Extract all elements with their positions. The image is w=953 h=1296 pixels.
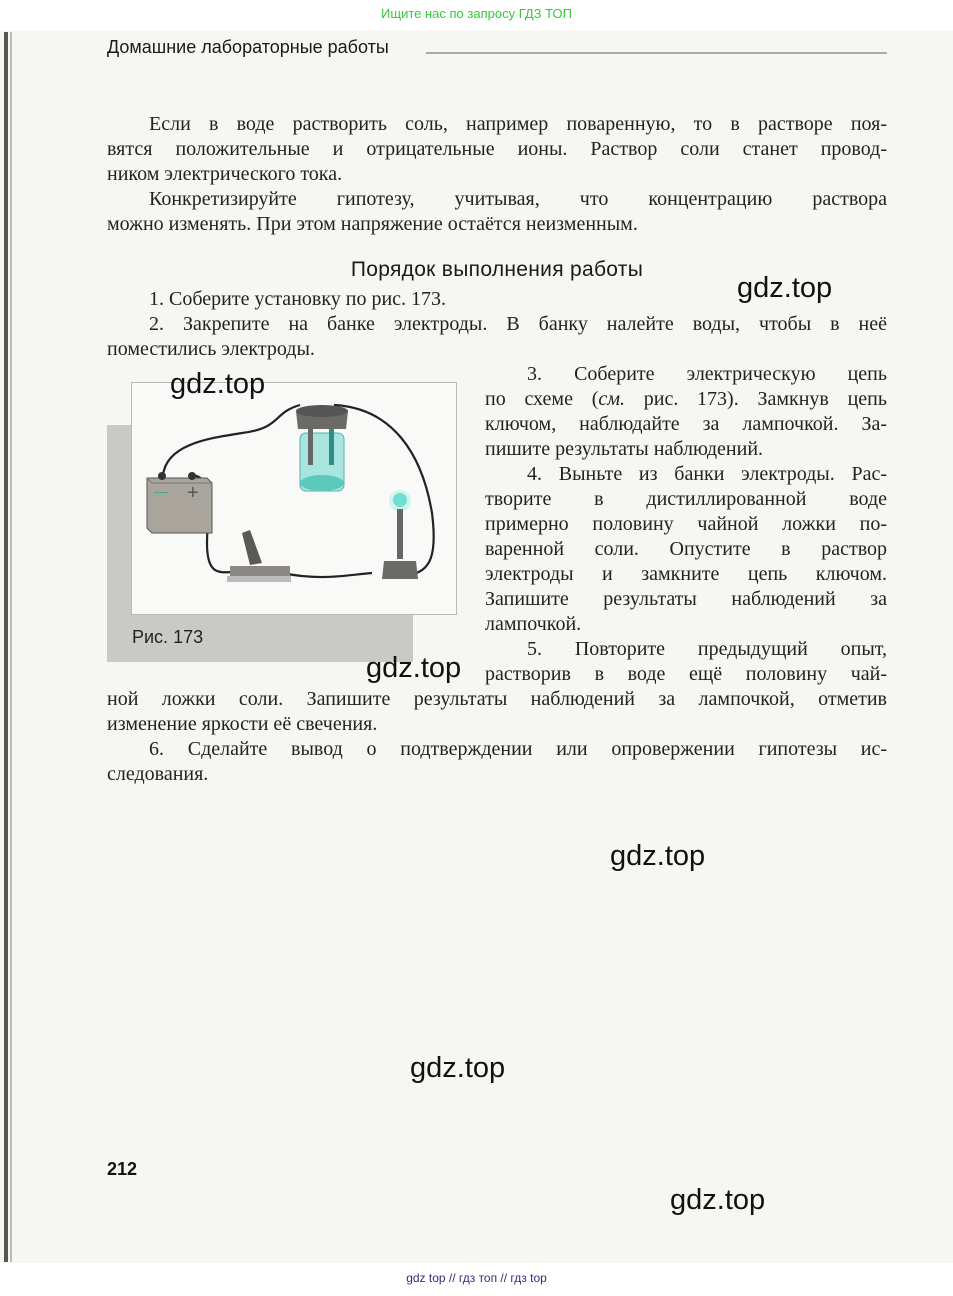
- step-line: [485, 387, 887, 412]
- switch-key-icon: [227, 530, 291, 582]
- step-line: 4. Выньте из банки электроды. Рас-: [527, 463, 887, 485]
- step-line: изменение яркости её свечения.: [107, 713, 378, 735]
- watermark: gdz.top: [170, 368, 266, 400]
- search-hint: Ищите нас по запросу ГДЗ ТОП: [381, 6, 572, 21]
- watermark: gdz.top: [366, 652, 462, 684]
- step-line: 5. Повторите предыдущий опыт,: [527, 638, 887, 660]
- text: рис. 173). Замкнув цепь: [625, 388, 887, 410]
- text: по схеме (: [485, 388, 599, 410]
- running-head: Домашние лабораторные работы: [107, 37, 389, 57]
- figure-caption: Рис. 173: [132, 627, 204, 647]
- step-line: пишите результаты наблюдений.: [485, 438, 764, 460]
- step-line: поместились электроды.: [107, 338, 315, 360]
- page-number: 212: [107, 1159, 138, 1179]
- page-edge: [4, 32, 8, 1262]
- step-line: 3. Соберите электрическую цепь: [527, 363, 887, 385]
- step-line: варенной соли. Опустите в раствор: [485, 538, 887, 560]
- step-line: Запишите результаты наблюдений за: [485, 588, 887, 610]
- paragraph-line: вятся положительные и отрицательные ионы. Раствор соли станет провод-: [107, 138, 887, 160]
- plus-sign: +: [187, 482, 199, 504]
- section-heading: Порядок выполнения работы: [350, 258, 644, 281]
- step-line: растворив в воде ещё половину чай-: [485, 663, 887, 685]
- step-line: творите в дистиллированной воде: [485, 488, 887, 510]
- circuit-illustration: [132, 383, 456, 614]
- watermark: gdz.top: [610, 840, 706, 872]
- page-edge-shadow: [10, 32, 12, 1262]
- running-head-rule: [426, 52, 887, 54]
- step-line: 1. Соберите установку по рис. 173.: [149, 288, 447, 310]
- paragraph-line: Конкретизируйте гипотезу, учитывая, что концентрацию раствора: [149, 188, 887, 210]
- italic-text: см.: [598, 388, 625, 410]
- watermark: gdz.top: [737, 272, 833, 304]
- watermark: gdz.top: [670, 1184, 766, 1216]
- paragraph-line: можно изменять. При этом напряжение остаётся неизменным.: [107, 213, 638, 235]
- paragraph-line: Если в воде растворить соль, например поваренную, то в растворе поя-: [149, 113, 887, 135]
- step-line: лампочкой.: [485, 613, 582, 635]
- battery-icon: [147, 472, 212, 533]
- minus-sign: —: [154, 483, 168, 499]
- watermark: gdz.top: [410, 1052, 506, 1084]
- step-line: электроды и замкните цепь ключом.: [485, 563, 887, 585]
- lamp-icon: [382, 490, 418, 579]
- step-line: 2. Закрепите на банке электроды. В банку налейте воды, чтобы в неё: [149, 313, 887, 335]
- paragraph-line: ником электрического тока.: [107, 163, 343, 185]
- step-line: примерно половину чайной ложки по-: [485, 513, 887, 535]
- site-footer: gdz top // гдз топ // гдз top: [406, 1271, 547, 1285]
- electrolysis-jar-icon: [296, 405, 348, 491]
- step-line: 6. Сделайте вывод о подтверждении или опровержении гипотезы ис-: [149, 738, 887, 760]
- step-line: следования.: [107, 763, 209, 785]
- step-line: ной ложки соли. Запишите результаты наблюдений за лампочкой, отметив: [107, 688, 887, 710]
- circuit-figure: [131, 382, 457, 615]
- step-line: ключом, наблюдайте за лампочкой. За-: [485, 413, 887, 435]
